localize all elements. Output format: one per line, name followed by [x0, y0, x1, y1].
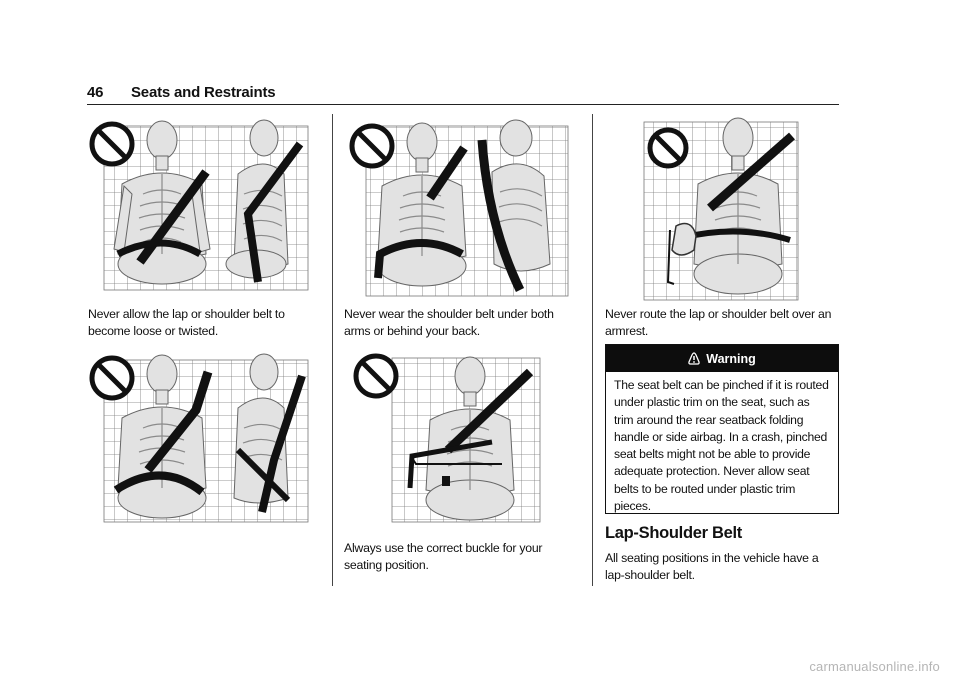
- caption-armrest: Never route the lap or shoulder belt over an armrest.: [605, 307, 832, 338]
- column-divider-left: [332, 114, 333, 586]
- prohibited-icon: [650, 130, 686, 166]
- caption-correct-buckle: Always use the correct buckle for your seating position.: [344, 541, 543, 572]
- figure-loose-belt: [88, 114, 310, 294]
- warning-header: [606, 345, 838, 372]
- watermark: carmanualsonline.info: [809, 659, 940, 674]
- section-title: Seats and Restraints: [131, 84, 276, 101]
- prohibited-icon: [352, 126, 392, 166]
- page-header: [87, 84, 839, 104]
- prohibited-icon: [92, 124, 132, 164]
- heading-lap-shoulder-belt: Lap-Shoulder Belt: [605, 524, 742, 542]
- warning-triangle-icon: [688, 352, 700, 365]
- warning-text: The seat belt can be pinched if it is routed under plastic trim on the seat, such as trim around the rear seatback folding handle or side airbag. In a crash, pinched seat belts might not be able to provide adequate protection. Never allow seat belts to be routed under plastic trim pieces.: [614, 378, 829, 514]
- figure-belt-over-armrest: [640, 114, 805, 304]
- figure-belt-behind-back: [344, 114, 570, 300]
- caption-loose-twisted: Never allow the lap or shoulder belt to become loose or twisted.: [88, 307, 285, 338]
- prohibited-icon: [92, 358, 132, 398]
- warning-title: Warning: [706, 351, 756, 366]
- warning-box: [605, 344, 839, 514]
- header-rule: [87, 104, 839, 105]
- prohibited-icon: [356, 356, 396, 396]
- page-number: 46: [87, 84, 104, 101]
- lap-shoulder-text: All seating positions in the vehicle have a lap-shoulder belt.: [605, 551, 819, 582]
- figure-twisted-belt: [88, 350, 310, 525]
- caption-under-arms: Never wear the shoulder belt under both arms or behind your back.: [344, 307, 554, 338]
- column-divider-right: [592, 114, 593, 586]
- figure-wrong-buckle: [352, 350, 542, 525]
